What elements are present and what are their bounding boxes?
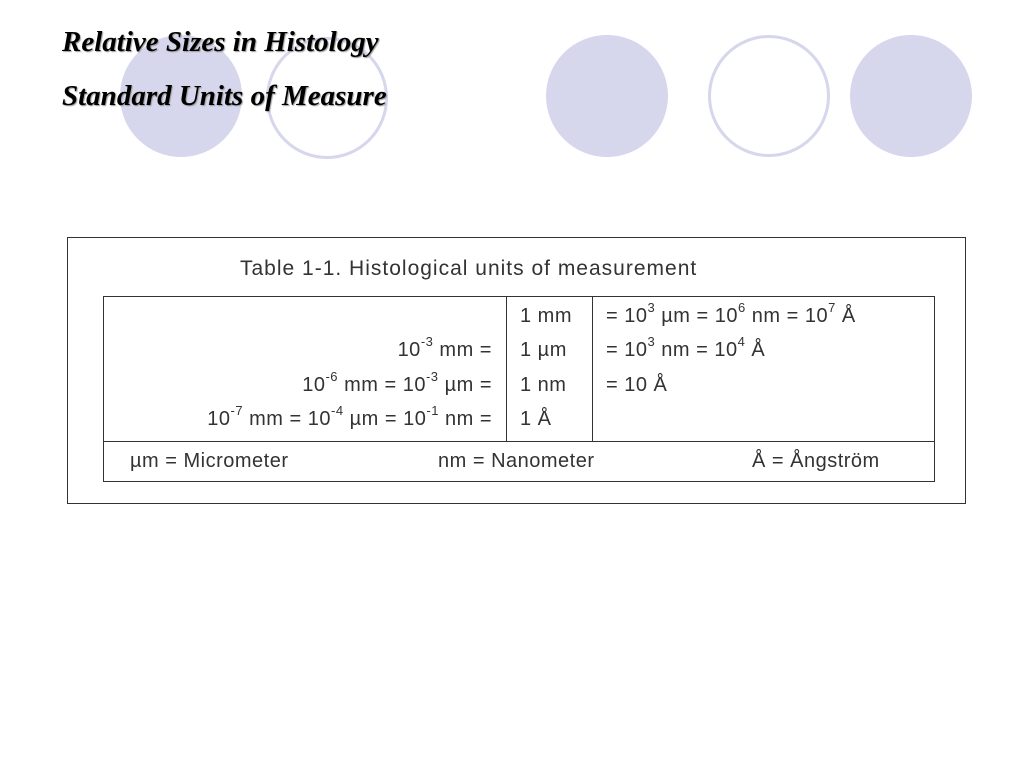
units-table-grid [103,296,935,482]
table-cell-unit: 1 Å [520,408,552,430]
table-cell-equivalents: $10^{-3}$ mm = [397,334,492,361]
decorative-circle-3 [546,35,668,157]
decorative-circle-5 [850,35,972,157]
slide-subtitle: Standard Units of Measure [62,80,387,112]
decorative-circle-4 [708,35,830,157]
slide-title: Relative Sizes in Histology [62,26,379,58]
table-cell-conversions: = 10 Å [606,374,668,396]
table-cell-unit: 1 µm [520,339,567,361]
legend-nanometer: nm = Nanometer [438,450,595,472]
table-cell-conversions: = $10^3$ nm = $10^4$ Å [606,334,766,361]
table-cell-conversions: = $10^3$ $\mu m = 10^6$ nm = $10^7$ Å [606,300,856,327]
table-cell-unit: 1 nm [520,374,567,396]
table-cell-unit: 1 mm [520,305,572,327]
table-cell-equivalents: $10^{-6}$ mm = $10^{-3}$ µm = [302,369,492,396]
table-cell-equivalents: $10^{-7}$ mm = $10^{-4}$ $\mu m = 10^{-1}$ nm = [207,403,492,430]
column-divider [592,297,593,441]
table-caption: Table 1-1. Histological units of measurement [240,257,698,280]
column-divider [506,297,507,441]
legend-angstrom: Å = Ångström [752,450,880,472]
row-divider [104,441,934,442]
units-table [67,237,966,504]
legend-micrometer: µm = Micrometer [130,450,289,472]
